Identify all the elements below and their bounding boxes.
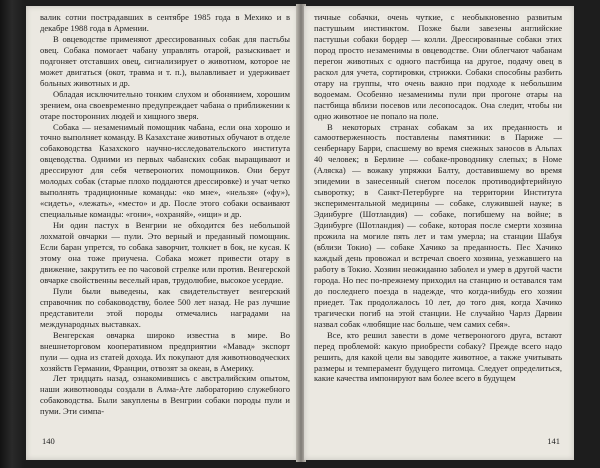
page-number-left: 140 [42,436,55,446]
paragraph: Обладая исключительно тонким слухом и обонянием, хорошим зрением, она своевременно предупреждает чабана о приближении к отаре посторонних людей и хищного зверя. [40,88,290,121]
paragraph: В овцеводстве применяют дрессированных собак для пастьбы овец. Собака помогает чабану управлять отарой, разыскивает и подгоняет отставших овец, сигнализирует о животном, которое не может двигаться (окот, травма и т. п.), вылавливает и удерживает больных животных и др. [40,33,290,88]
paragraph: валик сотни пострадавших в сентябре 1985 года в Мехико и в декабре 1988 года в Армении. [40,12,290,33]
paragraph: Лет тридцать назад, ознакомившись с австралийским опытом, наши животноводы создали в Алма-Ате лабораторию служебного собаководства. Были закуплены в Венгрии собаки породы пули и пуми. Эти симпа- [40,373,290,417]
paragraph: В некоторых странах собакам за их преданность и самоотверженность поставлены памятники: в Париже — сенбернару Барри, спасшему во время снежных заносов в Альпах 40 человек; в Берлине — собаке-проводнику слепых; в Номе (Аляска) — вожаку упряжки Балту, доставившему во время эпидемии в занесенный снегом поселок противодифтерийную сыворотку; в Санкт-Петербурге на территории Института экспериментальной медицины — собаке, служившей науке; в Эдинбурге (Шотландия) — собаке, погибшему на войне; в Эдинбурге (Шотландия) — собаке, которая после смерти хозяина прожила на могиле пять лет и там умерла; на станции Шабуя (вблизи Токио) — собаке Хачико за преданность. Пес Хачико каждый день провожал и встречал своего хозяина, уезжавшего на работу в Токио. Хозяин неожиданно заболел и умер в другой части города. Но пес по-прежнему приходил на станцию и оставался там до последнего поезда в надежде, что когда-нибудь его хозяин приедет. Так продолжалось 10 лет, до того дня, когда Хачико трагически погиб на этой станции. Не случайно Чарлз Дарвин назвал собак «любящие нас больше, чем самих себя». [314,121,562,329]
page-number-right: 141 [547,436,560,446]
right-page-text [314,12,562,430]
left-page-text [40,12,290,430]
paragraph: тичные собачки, очень чуткие, с необыкновенно развитым пастушьим инстинктом. Позже были завезены английские пастушьи собаки бордер — колли. Дрессированные собаки этих пород просто незаменимы в овцеводстве. Они облегчают чабанам перегон животных с одного пастбища на другое, подачу овец в раскол для учета, сортировки, стрижки. Собаки способны разбить отару на группы, что очень важно при подходе к небольшим водоемам. Особенно незаменимы пули при прогоне отары на пастбища вблизи посевов или лесопосадок. Она следит, чтобы ни одно животное не попало на поле. [314,12,562,121]
paragraph: Пули были выведены, как свидетельствует венгерский справочник по собаководству, более 500 лет назад. Не раз лучшие представители этой породы отмечались наградами на международных выставках. [40,285,290,329]
right-page [304,6,574,460]
left-page [26,6,298,460]
paragraph: Собака — незаменимый помощник чабана, если она хорошо и точно выполняет команду. В Казахстане животных обучают в отделе собаководства Казахского научно-исследовательского института овцеводства. Одними из первых чабанских собак выращивают и дрессируют для себя четвероногих помощников. Они берут молодых собак (старые плохо поддаются дрессировке) и учат четко выполнять традиционные команды: «ко мне», «нельзя» («фу»), «сидеть», «лежать», «место» и др. После этого собаки осваивают специальные команды: «гони», «охраняй», «ищи» и др. [40,121,290,220]
paragraph: Венгерская овчарка широко известна в мире. Во внешнеторговом кооперативном предприятии «Мавад» экспорт пули — одна из статей дохода. Их покупают для животноводческих хозяйств Германии, Франции, отвозят за океан, в Америку. [40,329,290,373]
paragraph: Ни один пастух в Венгрии не обходится без небольшой лохматой овчарки — пули. Это верный и преданный помощник. Если баран упрется, то собака заворчит, толкнет в бок, не кусая. К этому она тоже приучена. Собака может привести отару в движение, закрутить ее по часовой стрелке или против. Венгерской овчарке свойственны веселый нрав, трудолюбие, высокое усердие. [40,220,290,285]
paragraph: Все, кто решил завести в доме четвероногого друга, встают перед проблемой: какую приобрести собаку? Прежде всего надо решить, для какой цели вы заводите животное, а также учитывать размеры и темперамент будущего питомца. Следует определиться, какие качества импонируют вам более всего в будущем [314,329,562,384]
